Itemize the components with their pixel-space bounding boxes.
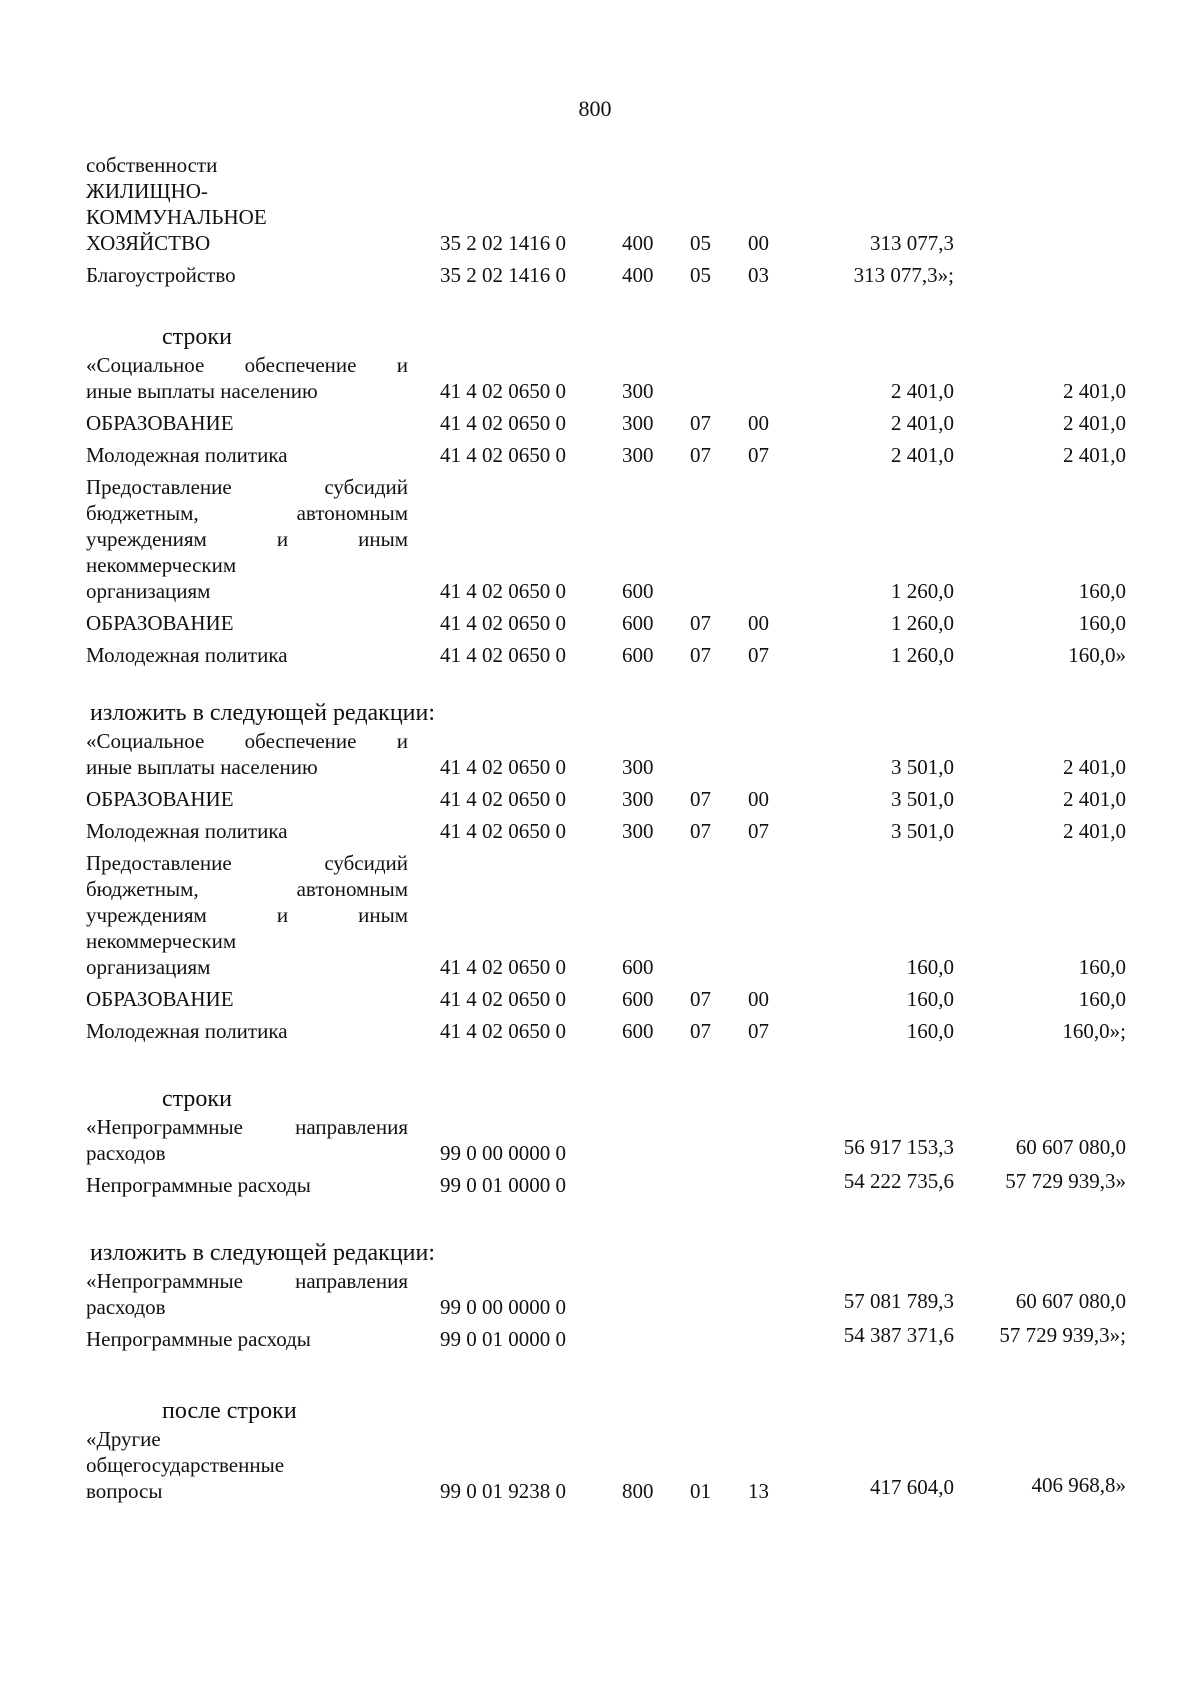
- row-label: Молодежная политика: [86, 1019, 288, 1043]
- amount-year-2: 160,0: [1078, 579, 1126, 603]
- section-heading: изложить в следующей редакции:: [90, 1240, 436, 1266]
- amount-year-1: 160,0: [906, 987, 954, 1011]
- row-label: КОММУНАЛЬНОЕ: [86, 205, 267, 229]
- expense-type: 600: [622, 611, 654, 635]
- row-label: Благоустройство: [86, 263, 236, 287]
- row-label: иные выплаты населению: [86, 755, 318, 779]
- row-label: бюджетным, автономным: [86, 501, 408, 525]
- row-label: учреждениям и иным: [86, 903, 408, 927]
- table-row: [86, 474, 1126, 604]
- amount-year-1: 2 401,0: [891, 443, 954, 467]
- expense-type: 600: [622, 955, 654, 979]
- amount-year-2: 2 401,0: [1063, 379, 1126, 403]
- expense-type: 600: [622, 1019, 654, 1043]
- amount-year-1: 54 222 735,6: [843, 1169, 954, 1193]
- subsection-code: 13: [748, 1479, 769, 1503]
- amount-year-2: 160,0: [1078, 987, 1126, 1011]
- section-heading: строки: [162, 1086, 232, 1112]
- target-code: 99 0 00 0000 0: [440, 1141, 566, 1165]
- target-code: 41 4 02 0650 0: [440, 411, 566, 435]
- row-label: расходов: [86, 1141, 166, 1165]
- amount-year-1: 57 081 789,3: [843, 1289, 954, 1313]
- row-label: Предоставление субсидий: [86, 475, 408, 499]
- table-row: [86, 1169, 1126, 1198]
- amount-year-2: 2 401,0: [1063, 787, 1126, 811]
- subsection-code: 07: [748, 643, 769, 667]
- expense-type: 600: [622, 643, 654, 667]
- subsection-code: 07: [748, 1019, 769, 1043]
- target-code: 99 0 01 0000 0: [440, 1327, 566, 1351]
- subsection-code: 00: [748, 787, 769, 811]
- expense-type: 300: [622, 443, 654, 467]
- row-label: расходов: [86, 1295, 166, 1319]
- expense-type: 600: [622, 579, 654, 603]
- target-code: 41 4 02 0650 0: [440, 755, 566, 779]
- target-code: 35 2 02 1416 0: [440, 263, 566, 287]
- amount-year-1: 1 260,0: [891, 611, 954, 635]
- table-row: [86, 610, 1126, 636]
- amount-year-1: 313 077,3: [870, 231, 954, 255]
- subsection-code: 00: [748, 611, 769, 635]
- target-code: 35 2 02 1416 0: [440, 231, 566, 255]
- row-label: бюджетным, автономным: [86, 877, 408, 901]
- row-label: ХОЗЯЙСТВО: [86, 231, 211, 255]
- row-label: «Социальное обеспечение и: [86, 353, 408, 377]
- section-code: 07: [690, 611, 711, 635]
- section-code: 07: [690, 643, 711, 667]
- amount-year-2: 2 401,0: [1063, 443, 1126, 467]
- amount-year-1: 313 077,3»;: [853, 263, 954, 287]
- table-row: [86, 1323, 1126, 1352]
- target-code: 41 4 02 0650 0: [440, 987, 566, 1011]
- expense-type: 600: [622, 987, 654, 1011]
- expense-type: 800: [622, 1479, 654, 1503]
- amount-year-1: 1 260,0: [891, 579, 954, 603]
- table-row: [86, 1268, 1126, 1320]
- row-label: Молодежная политика: [86, 443, 288, 467]
- row-label: ОБРАЗОВАНИЕ: [86, 987, 234, 1011]
- table-row: [86, 1114, 1126, 1166]
- section-heading: строки: [162, 324, 232, 350]
- amount-year-1: 3 501,0: [891, 755, 954, 779]
- table-row: [86, 818, 1126, 844]
- table-row: [86, 850, 1126, 980]
- section-code: 07: [690, 411, 711, 435]
- table-row: [86, 410, 1126, 436]
- subsection-code: 00: [748, 987, 769, 1011]
- amount-year-1: 1 260,0: [891, 643, 954, 667]
- section-code: 07: [690, 987, 711, 1011]
- row-label: ОБРАЗОВАНИЕ: [86, 787, 234, 811]
- row-label: Предоставление субсидий: [86, 851, 408, 875]
- amount-year-2: 406 968,8»: [1031, 1473, 1126, 1497]
- section-code: 05: [690, 263, 711, 287]
- amount-year-2: 2 401,0: [1063, 411, 1126, 435]
- row-label: «Социальное обеспечение и: [86, 729, 408, 753]
- subsection-code: 03: [748, 263, 769, 287]
- table-row: [86, 442, 1126, 468]
- amount-year-1: 160,0: [906, 1019, 954, 1043]
- target-code: 99 0 01 0000 0: [440, 1173, 566, 1197]
- section-code: 07: [690, 443, 711, 467]
- table-row: [86, 786, 1126, 812]
- row-label: ОБРАЗОВАНИЕ: [86, 411, 234, 435]
- target-code: 41 4 02 0650 0: [440, 1019, 566, 1043]
- expense-type: 300: [622, 755, 654, 779]
- amount-year-2: 60 607 080,0: [1015, 1289, 1126, 1313]
- row-label: некоммерческим: [86, 553, 237, 577]
- amount-year-2: 2 401,0: [1063, 755, 1126, 779]
- subsection-code: 00: [748, 411, 769, 435]
- amount-year-2: 160,0»: [1068, 643, 1126, 667]
- expense-type: 300: [622, 411, 654, 435]
- amount-year-1: 2 401,0: [891, 411, 954, 435]
- table-row: [86, 986, 1126, 1012]
- target-code: 41 4 02 0650 0: [440, 643, 566, 667]
- row-label: Непрограммные расходы: [86, 1327, 311, 1351]
- budget-table: [86, 152, 1126, 1504]
- table-row: [86, 728, 1126, 780]
- target-code: 41 4 02 0650 0: [440, 611, 566, 635]
- expense-type: 300: [622, 787, 654, 811]
- row-label: «Другие: [86, 1427, 161, 1451]
- amount-year-2: 60 607 080,0: [1015, 1135, 1126, 1159]
- subsection-code: 00: [748, 231, 769, 255]
- amount-year-1: 2 401,0: [891, 379, 954, 403]
- table-row: [86, 152, 1126, 178]
- row-label: Молодежная политика: [86, 819, 288, 843]
- expense-type: 300: [622, 819, 654, 843]
- amount-year-2: 57 729 939,3»;: [999, 1323, 1126, 1347]
- target-code: 41 4 02 0650 0: [440, 955, 566, 979]
- target-code: 41 4 02 0650 0: [440, 379, 566, 403]
- expense-type: 400: [622, 263, 654, 287]
- row-label: организациям: [86, 955, 211, 979]
- amount-year-1: 3 501,0: [891, 819, 954, 843]
- table-row: [86, 262, 1126, 288]
- amount-year-2: 160,0: [1078, 955, 1126, 979]
- amount-year-2: 160,0: [1078, 611, 1126, 635]
- table-row: [86, 1426, 1126, 1504]
- amount-year-1: 160,0: [906, 955, 954, 979]
- amount-year-1: 54 387 371,6: [843, 1323, 954, 1347]
- subsection-code: 07: [748, 819, 769, 843]
- row-label: Молодежная политика: [86, 643, 288, 667]
- row-label: иные выплаты населению: [86, 379, 318, 403]
- row-label: некоммерческим: [86, 929, 237, 953]
- section-code: 07: [690, 819, 711, 843]
- section-code: 01: [690, 1479, 711, 1503]
- row-label: общегосударственные: [86, 1453, 285, 1477]
- row-label: «Непрограммные направления: [86, 1269, 408, 1293]
- row-label: «Непрограммные направления: [86, 1115, 408, 1139]
- amount-year-2: 57 729 939,3»: [1005, 1169, 1126, 1193]
- amount-year-2: 2 401,0: [1063, 819, 1126, 843]
- table-row: [86, 178, 1126, 256]
- row-label: ОБРАЗОВАНИЕ: [86, 611, 234, 635]
- table-row: [86, 352, 1126, 404]
- row-label: Непрограммные расходы: [86, 1173, 311, 1197]
- subsection-code: 07: [748, 443, 769, 467]
- expense-type: 300: [622, 379, 654, 403]
- row-label: учреждениям и иным: [86, 527, 408, 551]
- row-label: организациям: [86, 579, 211, 603]
- row-label: вопросы: [86, 1479, 163, 1503]
- amount-year-1: 417 604,0: [870, 1475, 954, 1499]
- row-label: собственности: [86, 153, 218, 177]
- target-code: 41 4 02 0650 0: [440, 819, 566, 843]
- target-code: 41 4 02 0650 0: [440, 443, 566, 467]
- target-code: 41 4 02 0650 0: [440, 579, 566, 603]
- target-code: 99 0 01 9238 0: [440, 1479, 566, 1503]
- section-heading: изложить в следующей редакции:: [90, 700, 436, 726]
- target-code: 99 0 00 0000 0: [440, 1295, 566, 1319]
- amount-year-1: 56 917 153,3: [843, 1135, 954, 1159]
- section-code: 05: [690, 231, 711, 255]
- section-heading: после строки: [162, 1398, 297, 1424]
- page-number: 800: [578, 96, 612, 121]
- table-row: [86, 1018, 1126, 1044]
- amount-year-1: 3 501,0: [891, 787, 954, 811]
- table-row: [86, 642, 1126, 668]
- target-code: 41 4 02 0650 0: [440, 787, 566, 811]
- row-label: ЖИЛИЩНО-: [86, 179, 208, 203]
- amount-year-2: 160,0»;: [1062, 1019, 1126, 1043]
- section-code: 07: [690, 787, 711, 811]
- section-code: 07: [690, 1019, 711, 1043]
- expense-type: 400: [622, 231, 654, 255]
